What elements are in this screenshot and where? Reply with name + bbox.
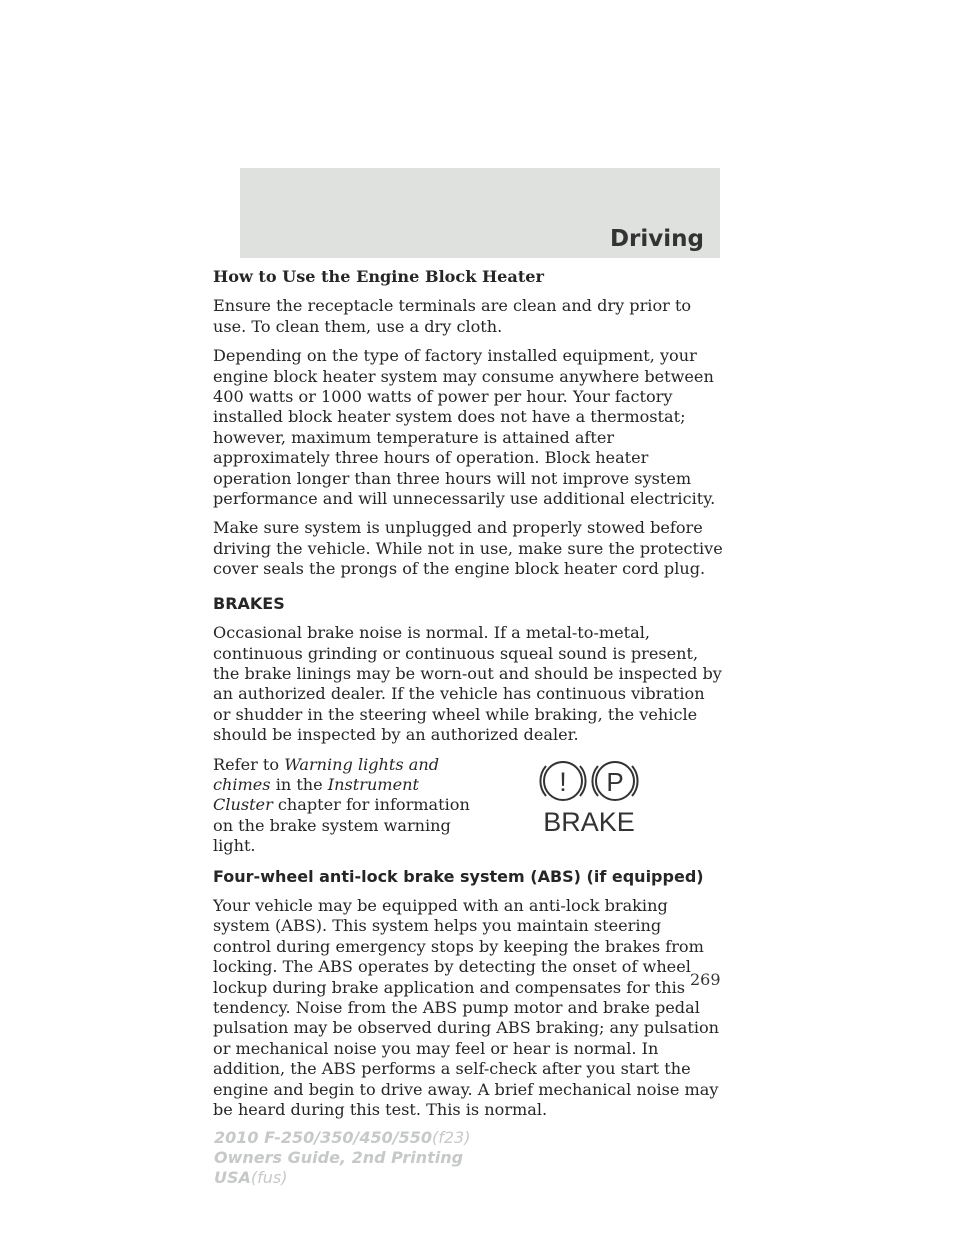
- footer-line-1: 2010 F-250/350/450/550(f23): [214, 1128, 471, 1147]
- exclamation-circle-icon: [540, 762, 585, 800]
- section-header-band: [240, 168, 720, 258]
- abs-heading: Four-wheel anti-lock brake system (ABS) (if equipped): [213, 866, 704, 886]
- warning-lights-reference: Warning lights and chimes: [213, 754, 440, 794]
- document-footer: [214, 1128, 470, 1188]
- block-heater-paragraph-2: Depending on the type of factory installed equipment, your engine block heater system may consume anywhere between 400 watts or 1000 watts of power per hour. Your factory installed block heater system does not have a thermostat; however, maximum temperature is attained after approximately three hours of operation. Block heater operation longer than three hours will not improve system performance and will unnecessarily use additional electricity.: [213, 346, 716, 509]
- instrument-cluster-reference: Instrument Cluster: [213, 774, 419, 815]
- parking-brake-circle-icon: [592, 762, 637, 800]
- block-heater-heading: How to Use the Engine Block Heater: [213, 267, 544, 286]
- brake-warning-icon: [529, 759, 649, 835]
- section-title: Driving: [609, 226, 704, 252]
- block-heater-paragraph-1: Ensure the receptacle terminals are clean and dry prior to use. To clean them, use a dry cloth.: [213, 296, 692, 336]
- brakes-paragraph-1: Occasional brake noise is normal. If a metal-to-metal, continuous grinding or continuous squeal sound is present, the brake linings may be worn-out and should be inspected by an authorized dealer. If the vehicle has continuous vibration or shudder in the steering wheel while braking, the vehicle should be inspected by an authorized dealer.: [213, 623, 722, 745]
- block-heater-paragraph-3: Make sure system is unplugged and properly stowed before driving the vehicle. While not in use, make sure the protective cover seals the prongs of the engine block heater cord plug.: [213, 518, 723, 579]
- svg-text:!: !: [559, 766, 567, 797]
- page-number: 269: [690, 970, 721, 989]
- abs-paragraph-1: Your vehicle may be equipped with an anti-lock braking system (ABS). This system helps you maintain steering control during emergency stops by keeping the brakes from locking. The ABS operates by detecting the onset of wheel lockup during brake application and compensates for this tendency. Noise from the ABS pump motor and brake pedal pulsation may be observed during ABS braking; any pulsation or mechanical noise you may feel or hear is normal. In addition, the ABS performs a self-check after you start the engine and begin to drive away. A brief mechanical noise may be heard during this test. This is normal.: [213, 895, 720, 1119]
- svg-text:P: P: [606, 766, 624, 797]
- brake-warning-reference: [213, 754, 723, 856]
- brakes-heading: BRAKES: [213, 593, 285, 613]
- brake-label: BRAKE: [543, 806, 635, 835]
- brake-reference-text: Refer to Warning lights and chimes in the Instrument Cluster chapter for information on the brake system warning light.: [213, 754, 470, 856]
- page-content: [213, 267, 723, 1129]
- footer-line-3: USA(fus): [214, 1168, 288, 1187]
- footer-line-2: Owners Guide, 2nd Printing: [214, 1148, 464, 1167]
